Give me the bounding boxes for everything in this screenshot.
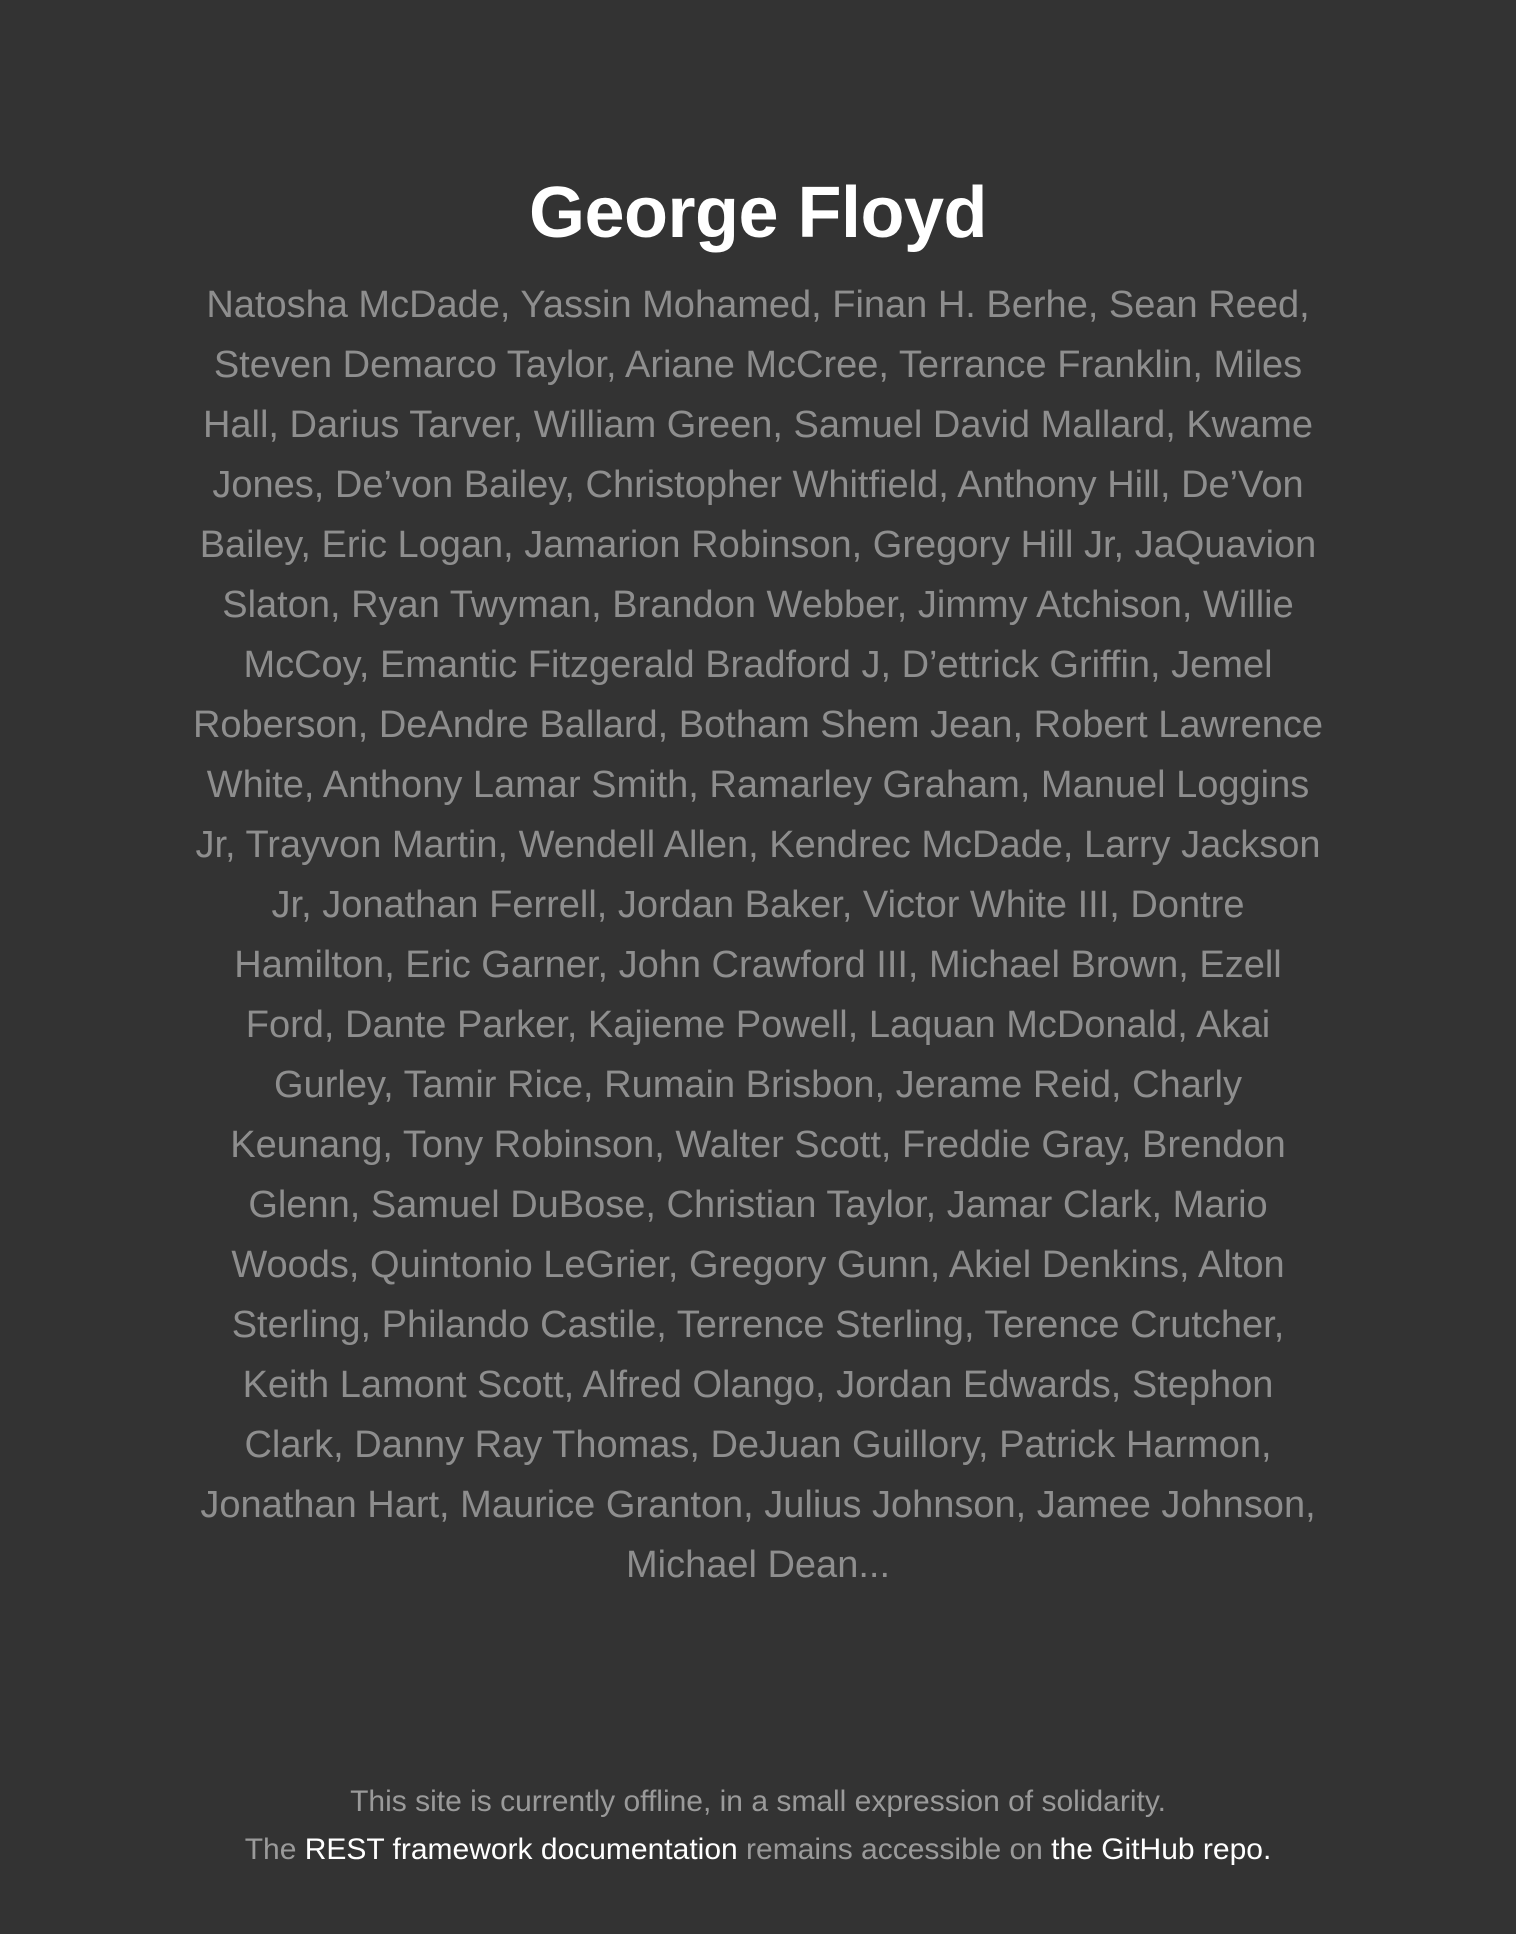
rest-framework-docs-link[interactable]: REST framework documentation [304,1833,738,1866]
footer-line-2 [0,1826,1516,1874]
footer [0,1778,1516,1874]
footer-middle-text: remains accessible on [737,1833,1052,1866]
github-repo-link[interactable]: the GitHub repo. [1051,1833,1272,1866]
footer-prefix-text: The [244,1833,305,1866]
footer-line-1: This site is currently offline, in a small expression of solidarity. [350,1785,1166,1818]
page-title: George Floyd [528,173,988,253]
names-list: Natosha McDade, Yassin Mohamed, Finan H. Berhe, Sean Reed, Steven Demarco Taylor, Ariane McCree, Terrance Franklin, Miles Hall, Darius Tarver, William Green, Samuel David Mallard, Kwame Jones, De’von Bailey, Christopher Whitfield, Anthony Hill, De’Von Bailey, Eric Logan, Jamarion Robinson, Gregory Hill Jr, JaQuavion Slaton, Ryan Twyman, Brandon Webber, Jimmy Atchison, Willie McCoy, Emantic Fitzgerald Bradford J, D’ettrick Griffin, Jemel Roberson, DeAndre Ballard, Botham Shem Jean, Robert Lawrence White, Anthony Lamar Smith, Ramarley Graham, Manuel Loggins Jr, Trayvon Martin, Wendell Allen, Kendrec McDade, Larry Jackson Jr, Jonathan Ferrell, Jordan Baker, Victor White III, Dontre Hamilton, Eric Garner, John Crawford III, Michael Brown, Ezell Ford, Dante Parker, Kajieme Powell, Laquan McDonald, Akai Gurley, Tamir Rice, Rumain Brisbon, Jerame Reid, Charly Keunang, Tony Robinson, Walter Scott, Freddie Gray, Brendon Glenn, Samuel DuBose, Christian Taylor, Jamar Clark, Mario Woods, Quintonio LeGrier, Gregory Gunn, Akiel Denkins, Alton Sterling, Philando Castile, Terrence Sterling, Terence Crutcher, Keith Lamont Scott, Alfred Olango, Jordan Edwards, Stephon Clark, Danny Ray Thomas, DeJuan Guillory, Patrick Harmon, Jonathan Hart, Maurice Granton, Julius Johnson, Jamee Johnson, Michael Dean... [192,284,1324,1586]
